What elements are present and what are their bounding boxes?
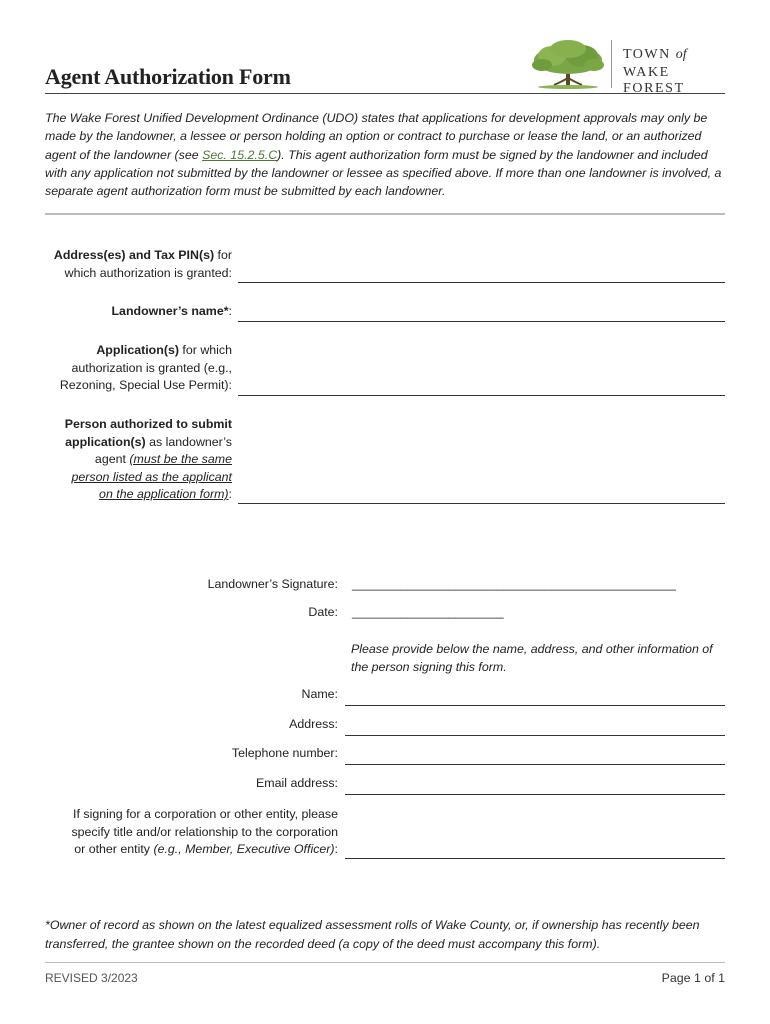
corporation-title-label: If signing for a corporation or other entity, please specify title and/or relationship to the corporation or other entity (e.g., Member, Executive Officer): <box>71 807 338 856</box>
intro-paragraph: The Wake Forest Unified Development Ordinance (UDO) states that applications for development approvals may only be made by the landowner, a lessee or person holding an option or contract to purchase or lease the land, or an authorized agent of the landowner (see Sec. 15.2.5.C). This agent authorization form must be signed by the landowner and included with any application not submitted by the landowner or lessee as specified above. If more than one landowner is involved, a separate agent authorization form must be submitted by each landowner. <box>45 111 722 199</box>
landowner-name-label: Landowner’s name*: <box>111 304 232 318</box>
signer-email-label: Email address: <box>256 776 338 790</box>
signer-address-field[interactable] <box>345 735 725 736</box>
date-field[interactable]: ______________________ <box>352 605 504 619</box>
corporation-title-field[interactable] <box>345 858 725 859</box>
signature-label: Landowner’s Signature: <box>207 577 338 591</box>
signer-email-field[interactable] <box>345 794 725 795</box>
udo-section-link[interactable]: Sec. 15.2.5.C <box>202 147 278 162</box>
footer-divider <box>45 962 725 963</box>
town-logo <box>528 38 728 96</box>
signer-info-note: Please provide below the name, address, and other information of the person signing this form. <box>351 642 713 674</box>
signer-name-label: Name: <box>301 687 338 701</box>
page-number: Page 1 of 1 <box>661 971 725 985</box>
signature-field[interactable]: _______________________________________________ <box>352 577 676 591</box>
logo-town: TOWN of <box>623 47 687 62</box>
landowner-name-field[interactable] <box>238 321 725 322</box>
application-field[interactable] <box>238 395 725 396</box>
agent-field[interactable] <box>238 503 725 504</box>
signer-phone-label: Telephone number: <box>231 746 338 760</box>
section-separator <box>45 213 725 215</box>
logo-wake-forest: WAKE FOREST <box>623 65 685 96</box>
page-title: Agent Authorization Form <box>45 64 291 89</box>
owner-of-record-footnote: *Owner of record as shown on the latest equalized assessment rolls of Wake County, or, if ownership has recently been transferred, the grantee shown on the recorded deed (a copy of the deed must accompany this form). <box>45 918 700 951</box>
application-label: Application(s) for which authorization is granted (e.g., Rezoning, Special Use Permit): <box>59 343 232 392</box>
address-pin-field[interactable] <box>238 282 725 283</box>
tree-icon <box>528 38 606 90</box>
revision-date: REVISED 3/2023 <box>45 971 138 985</box>
agent-label: Person authorized to submit application(s) as landowner’s agent (must be the same person listed as the applicant on the application form): <box>64 417 232 501</box>
signer-name-field[interactable] <box>345 705 725 706</box>
signer-address-label: Address: <box>289 717 338 731</box>
signer-phone-field[interactable] <box>345 764 725 765</box>
logo-divider <box>611 40 612 88</box>
address-pin-label: Address(es) and Tax PIN(s) for which authorization is granted: <box>53 248 232 280</box>
date-label: Date: <box>308 605 338 619</box>
